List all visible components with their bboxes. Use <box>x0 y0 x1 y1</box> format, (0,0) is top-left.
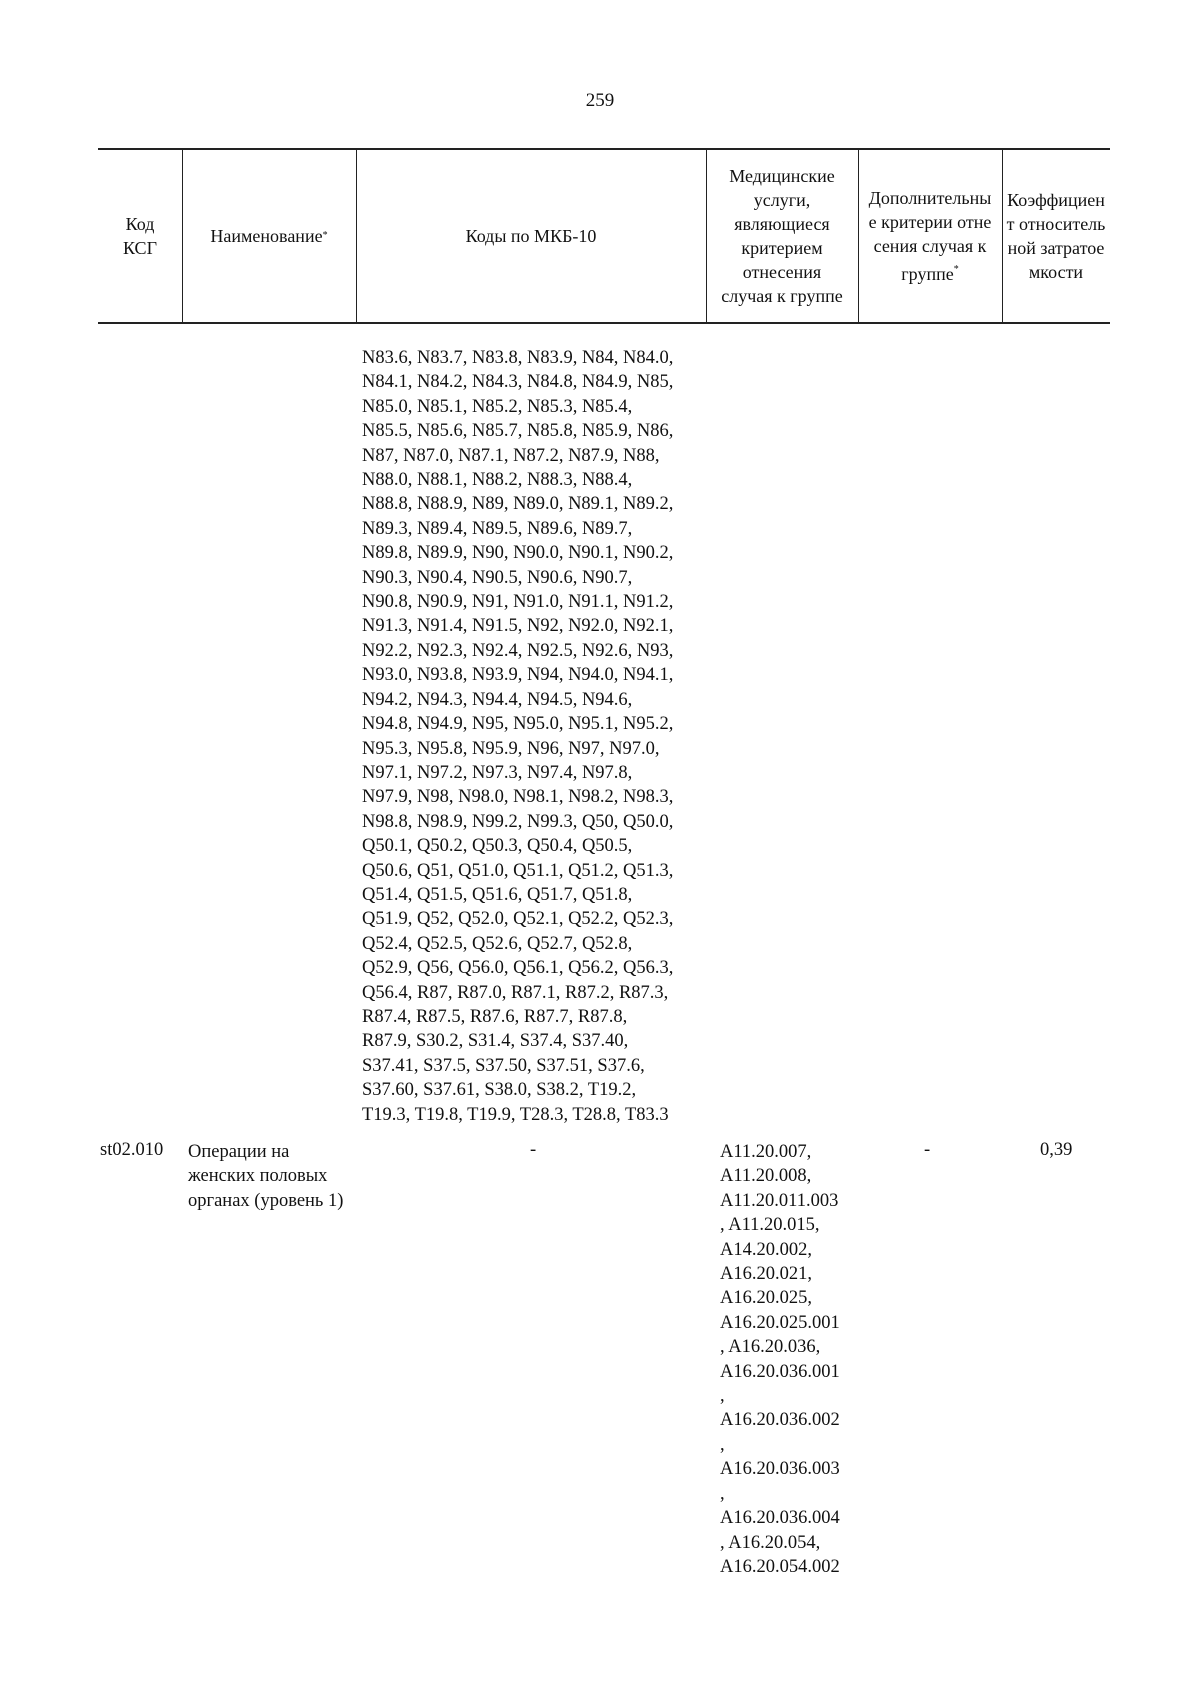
header-services-label: Медицинские услуги, являющиеся критерием отнесения случая к группе <box>721 166 843 306</box>
page-number: 259 <box>585 90 615 111</box>
header-extra-col <box>858 150 1002 322</box>
header-coef-col <box>1002 150 1110 322</box>
row-ksg-code: st02.010 <box>100 1140 164 1160</box>
header-services-col <box>706 150 858 322</box>
mkb-codes-continuation: N83.6, N83.7, N83.8, N83.9, N84, N84.0, N84.1, N84.2, N84.3, N84.8, N84.9, N85, N85.0, N85.1, N85.2, N85.3, N85.4, N85.5, N85.6, N85.7, N85.8, N85.9, N86, N87, N87.0, N87.1, N87.2, N87.9, N88, N88.0, N88.1, N88.2, N88.3, N88.4, N88.8, N88.9, N89, N89.0, N89.1, N89.2, N89.3, N89.4, N89.5, N89.6, N89.7, N89.8, N89.9, N90, N90.0, N90.1, N90.2, N90.3, N90.4, N90.5, N90.6, N90.7, N90.8, N90.9, N91, N91.0, N91.1, N91.2, N91.3, N91.4, N91.5, N92, N92.0, N92.1, N92.2, N92.3, N92.4, N92.5, N92.6, N93, N93.0, N93.8, N93.9, N94, N94.0, N94.1, N94.2, N94.3, N94.4, N94.5, N94.6, N94.8, N94.9, N95, N95.0, N95.1, N95.2, N95.3, N95.8, N95.9, N96, N97, N97.0, N97.1, N97.2, N97.3, N97.4, N97.8, N97.9, N98, N98.0, N98.1, N98.2, N98.3, N98.8, N98.9, N99.2, N99.3, Q50, Q50.0, Q50.1, Q50.2, Q50.3, Q50.4, Q50.5, Q50.6, Q51, Q51.0, Q51.1, Q51.2, Q51.3, Q51.4, Q51.5, Q51.6, Q51.7, Q51.8, Q51.9, Q52, Q52.0, Q52.1, Q52.2, Q52.3, Q52.4, Q52.5, Q52.6, Q52.7, Q52.8, Q52.9, Q56, Q56.0, Q56.1, Q56.2, Q56.3, Q56.4, R87, R87.0, R87.1, R87.2, R87.3, R87.4, R87.5, R87.6, R87.7, R87.8, R87.9, S30.2, S31.4, S37.4, S37.40, S37.41, S37.5, S37.50, S37.51, S37.6, S37.60, S37.61, S38.0, S38.2, T19.2, T19.3, T19.8, T19.9, T28.3, T28.8, T83.3 <box>362 348 674 1125</box>
header-code-label: Код КСГ <box>123 214 157 258</box>
footnote-mark: * <box>953 264 959 275</box>
row-extra-criteria: - <box>924 1140 931 1160</box>
header-coef-label: Коэффициент относительной затратоемкости <box>1006 190 1106 282</box>
row-coefficient: 0,39 <box>1040 1140 1073 1160</box>
footnote-mark: * <box>322 230 328 241</box>
header-name-label: Наименование <box>210 226 323 246</box>
header-code-col <box>98 150 182 322</box>
row-medical-services: A11.20.007, A11.20.008, A11.20.011.003 , A11.20.015, A14.20.002, A16.20.021, A16.20.025, A16.20.025.001 , A16.20.036, A16.20.036.001 , A16.20.036.002 , A16.20.036.003 , A16.20.036.004 , A16.20.054, A16.20.054.002 <box>720 1142 840 1577</box>
header-mkb-label: Коды по МКБ-10 <box>465 226 597 246</box>
row-mkb-codes: - <box>530 1140 537 1160</box>
header-name-col <box>182 150 356 322</box>
table-header <box>98 148 1110 324</box>
header-extra-label: Дополнительные критерии отнесения случая к группе <box>868 188 992 284</box>
row-name: Операции на женских половых органах (уровень 1) <box>188 1142 344 1211</box>
header-mkb-col <box>356 150 706 322</box>
